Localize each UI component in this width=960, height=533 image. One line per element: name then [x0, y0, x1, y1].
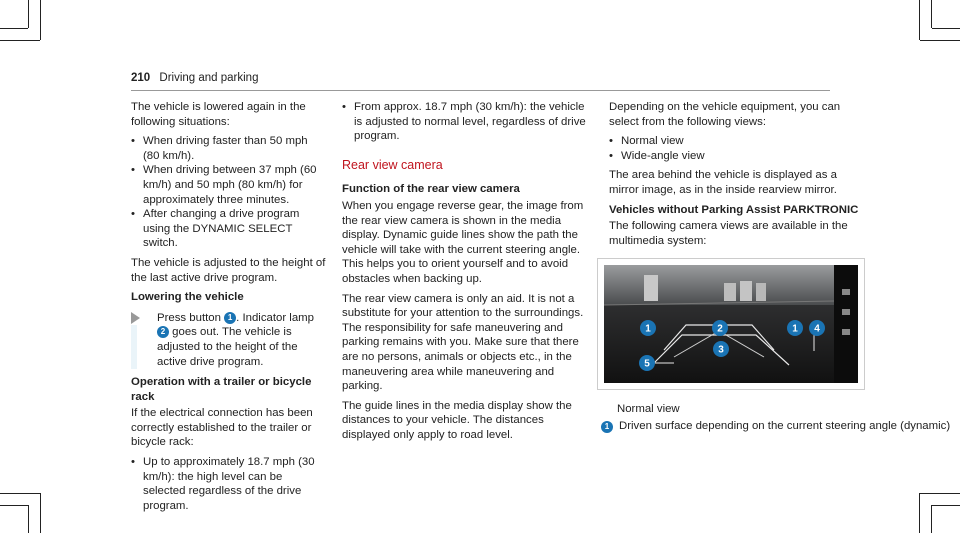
- caption-item: [603, 419, 950, 434]
- crop-mark: [0, 493, 40, 494]
- svg-text:4: 4: [814, 323, 820, 335]
- parktronic-heading: Vehicles without Parking Assist PARKTRONIC: [609, 203, 859, 216]
- marker-1-icon: [787, 320, 803, 336]
- marker-1-icon: 1: [601, 421, 613, 433]
- crop-mark: [0, 40, 40, 41]
- marker-3-icon: [713, 341, 729, 357]
- lowering-heading: Lowering the vehicle: [131, 291, 244, 304]
- operation-heading: Operation with a trailer or bicycle rack: [131, 376, 312, 403]
- level-list: [342, 100, 592, 144]
- section-name: Driving and parking: [159, 72, 259, 84]
- list-item: • After changing a drive program using the DYNAMIC SELECT switch.: [131, 207, 326, 251]
- operation-list: [131, 455, 326, 513]
- operation-text: If the electrical connection has been correctly established to the trailer or bicycle rack:: [131, 407, 313, 449]
- crop-mark: [0, 28, 28, 29]
- crop-mark: [932, 28, 960, 29]
- views-list: [609, 134, 859, 163]
- figure-caption: [604, 402, 951, 435]
- svg-text:5: 5: [644, 358, 650, 370]
- paragraph: The guide lines in the media display show the distances to your vehicle. The distances displayed only apply to road level.: [342, 399, 572, 441]
- function-heading: Function of the rear view camera: [342, 183, 520, 196]
- svg-text:3: 3: [718, 344, 724, 356]
- header-divider: [131, 90, 830, 91]
- marker-1-icon: [640, 320, 656, 336]
- crop-mark: [28, 0, 29, 28]
- step-text: Press button: [157, 311, 221, 324]
- column-3: [609, 100, 859, 253]
- crop-mark: [931, 505, 932, 533]
- crop-mark: [920, 40, 960, 41]
- intro-text: The vehicle is lowered again in the following situations:: [131, 101, 306, 128]
- step-bar: [131, 325, 137, 369]
- crop-mark: [40, 493, 41, 533]
- crop-mark: [920, 493, 960, 494]
- crop-mark: [919, 0, 920, 40]
- step-text: . Indicator lamp: [236, 311, 314, 324]
- camera-icon: [842, 289, 850, 295]
- list-item: • Up to approximately 18.7 mph (30 km/h): the high level can be selected regardless of the drive program.: [131, 455, 326, 513]
- caption-text: Driven surface depending on the current steering angle (dynamic): [619, 419, 951, 432]
- page-number: 210: [131, 72, 151, 84]
- view-icon: [842, 309, 850, 315]
- paragraph: The area behind the vehicle is displayed as a mirror image, as in the inside rearview mirror.: [609, 169, 837, 196]
- crop-mark: [932, 505, 960, 506]
- column-1: [131, 100, 326, 518]
- caption-title: Normal view: [617, 403, 680, 415]
- arrow-icon: [131, 312, 140, 324]
- paragraph: The rear view camera is only an aid. It is not a substitute for your attention to the surroundings. The responsibility for safe maneuvering and parking remains with you. Make sure that there are no persons, animals or objects etc., in the maneuvering area while maneuvering and parking.: [342, 292, 584, 393]
- marker-5-icon: [639, 355, 655, 371]
- list-item: • Normal view: [609, 134, 859, 149]
- adjust-text: The vehicle is adjusted to the height of the last active drive program.: [131, 256, 326, 284]
- marker-2-icon: [712, 320, 728, 336]
- list-item: • From approx. 18.7 mph (30 km/h): the vehicle is adjusted to normal level, regardless of drive program.: [342, 100, 592, 144]
- svg-text:2: 2: [717, 323, 723, 335]
- crop-mark: [919, 493, 920, 533]
- crop-mark: [0, 505, 28, 506]
- marker-1-icon: 1: [224, 312, 236, 324]
- intro-text: Depending on the vehicle equipment, you can select from the following views:: [609, 101, 841, 128]
- crop-mark: [40, 0, 41, 40]
- settings-icon: [842, 329, 850, 335]
- camera-view-figure: [597, 258, 865, 390]
- marker-4-icon: [809, 320, 825, 336]
- list-item: • When driving between 37 mph (60 km/h) and 50 mph (80 km/h) for approximately three minutes.: [131, 163, 326, 207]
- lowering-conditions-list: [131, 134, 326, 251]
- marker-2-icon: 2: [157, 326, 169, 338]
- step-text: goes out. The vehicle is adjusted to the height of the active drive program.: [157, 326, 298, 368]
- list-item: • When driving faster than 50 mph (80 km/h).: [131, 134, 326, 163]
- section-title: Rear view camera: [342, 157, 443, 172]
- column-2: [342, 100, 592, 447]
- crop-mark: [931, 0, 932, 28]
- instruction-step: [131, 311, 326, 369]
- page-header: [131, 71, 258, 86]
- paragraph: When you engage reverse gear, the image from the rear view camera is shown in the media display. Dynamic guide lines show the path the vehicle will take with the current steering angle. This helps you to orient yourself and to avoid obstacles when backing up.: [342, 199, 584, 285]
- svg-text:1: 1: [645, 323, 651, 335]
- svg-text:1: 1: [792, 323, 798, 335]
- paragraph: The following camera views are available in the multimedia system:: [609, 220, 848, 247]
- camera-image: [604, 265, 858, 383]
- crop-mark: [28, 505, 29, 533]
- list-item: • Wide-angle view: [609, 149, 859, 164]
